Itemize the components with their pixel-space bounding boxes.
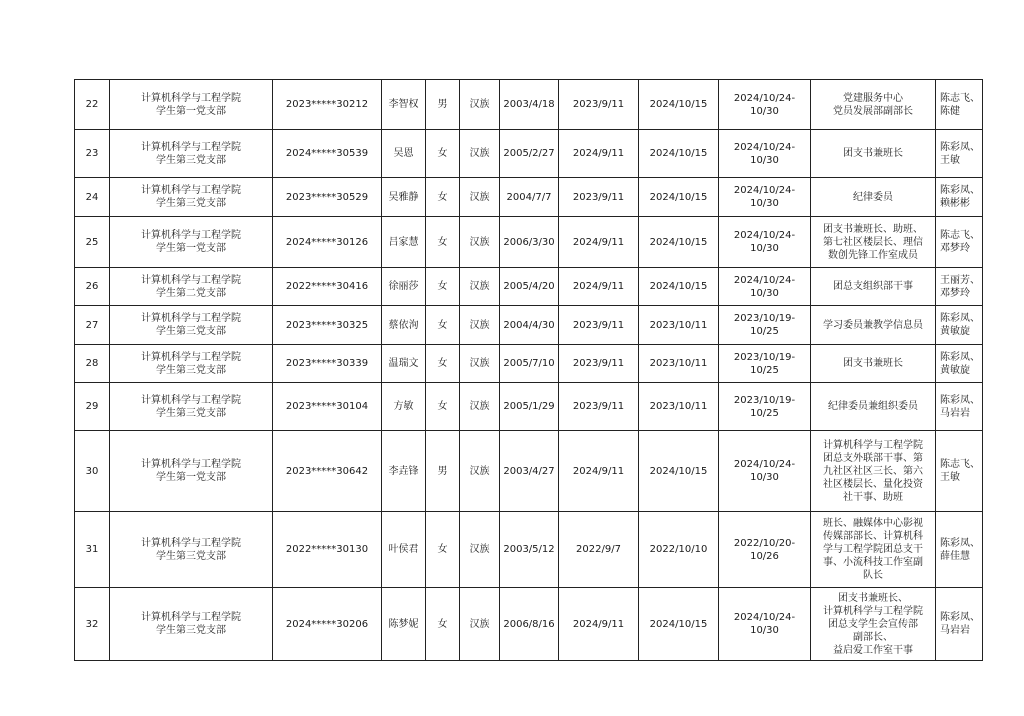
ethnicity-cell: 汉族 <box>460 80 500 130</box>
org-cell-line: 计算机科学与工程学院 <box>141 351 241 363</box>
period-cell <box>719 306 811 345</box>
position-cell-line: 队长 <box>863 570 883 581</box>
period-cell-line: 10/30 <box>750 243 779 254</box>
contacts-cell <box>936 217 983 268</box>
contacts-cell-line: 王丽芳、 <box>940 274 980 286</box>
org-cell <box>110 345 273 383</box>
org-cell <box>110 130 273 178</box>
contacts-cell <box>936 306 983 345</box>
apply-date-cell: 2024/10/15 <box>639 588 719 661</box>
position-cell-line: 团支书兼班长 <box>843 148 903 159</box>
contacts-cell-line: 王敏 <box>940 154 960 166</box>
student-id-cell: 2024*****30126 <box>273 217 382 268</box>
position-cell-line: 团支书兼班长、 <box>838 592 908 604</box>
table-row <box>75 217 983 268</box>
org-cell <box>110 588 273 661</box>
position-cell-line: 传媒部部长、计算机科 <box>823 531 923 542</box>
position-cell-line: 团支书兼班长、助班、 <box>823 223 923 235</box>
contacts-cell-line: 陈彩凤、 <box>940 313 980 324</box>
ethnicity-cell: 汉族 <box>460 178 500 217</box>
period-cell-line: 2023/10/19- <box>733 351 796 363</box>
position-cell <box>811 588 936 661</box>
position-cell-line: 团支书兼班长 <box>843 358 903 369</box>
org-cell <box>110 431 273 512</box>
period-cell-line: 10/30 <box>750 625 779 636</box>
org-cell <box>110 217 273 268</box>
apply-date-cell: 2022/10/10 <box>639 512 719 588</box>
period-cell <box>719 383 811 431</box>
position-cell-line: 党建服务中心 <box>843 92 903 104</box>
contacts-cell-line: 马岩岩 <box>940 407 970 419</box>
gender-cell: 男 <box>426 80 460 130</box>
period-cell-line: 10/30 <box>750 472 779 483</box>
ethnicity-cell: 汉族 <box>460 512 500 588</box>
org-cell-line: 计算机科学与工程学院 <box>141 537 241 549</box>
position-cell <box>811 80 936 130</box>
contacts-cell <box>936 130 983 178</box>
student-id-cell: 2024*****30206 <box>273 588 382 661</box>
contacts-cell-line: 陈彩凤、 <box>940 351 980 363</box>
student-id-cell: 2023*****30325 <box>273 306 382 345</box>
ethnicity-cell: 汉族 <box>460 431 500 512</box>
ethnicity-cell: 汉族 <box>460 217 500 268</box>
period-cell-line: 10/25 <box>750 364 779 376</box>
period-cell-line: 2024/10/24- <box>733 612 796 623</box>
position-cell-line: 数创先锋工作室成员 <box>828 249 918 261</box>
period-cell-line: 10/30 <box>750 105 779 117</box>
name-cell: 徐丽莎 <box>382 268 426 306</box>
table-row <box>75 431 983 512</box>
table-row <box>75 383 983 431</box>
contacts-cell <box>936 588 983 661</box>
position-cell-line: 团总支组织部干事 <box>833 281 913 292</box>
apply-date-cell: 2023/10/11 <box>639 306 719 345</box>
gender-cell: 女 <box>426 130 460 178</box>
org-cell-line: 学生第三党支部 <box>156 198 226 209</box>
period-cell-line: 2024/10/24- <box>733 274 796 286</box>
apply-date-cell: 2024/10/15 <box>639 217 719 268</box>
row-number-cell: 27 <box>75 306 110 345</box>
contacts-cell-line: 陈彩凤、 <box>940 141 980 153</box>
gender-cell: 女 <box>426 217 460 268</box>
ethnicity-cell: 汉族 <box>460 588 500 661</box>
enroll-date-cell: 2023/9/11 <box>559 345 639 383</box>
birth-date-cell: 2003/4/27 <box>500 431 559 512</box>
gender-cell: 女 <box>426 383 460 431</box>
name-cell: 吕家慧 <box>382 217 426 268</box>
student-id-cell: 2023*****30339 <box>273 345 382 383</box>
contacts-cell-line: 陈彩凤、 <box>940 537 980 549</box>
period-cell-line: 10/30 <box>750 154 779 166</box>
gender-cell: 女 <box>426 345 460 383</box>
birth-date-cell: 2005/2/27 <box>500 130 559 178</box>
period-cell-line: 2023/10/19- <box>733 394 796 406</box>
gender-cell: 女 <box>426 588 460 661</box>
contacts-cell-line: 陈彩凤、 <box>940 185 980 196</box>
apply-date-cell: 2023/10/11 <box>639 383 719 431</box>
enroll-date-cell: 2023/9/11 <box>559 80 639 130</box>
org-cell-line: 计算机科学与工程学院 <box>141 274 241 286</box>
position-cell-line: 团总支学生会宣传部 <box>828 618 918 630</box>
contacts-cell-line: 黄敏旋 <box>940 364 970 376</box>
name-cell: 吴恩 <box>382 130 426 178</box>
name-cell: 李垚锋 <box>382 431 426 512</box>
birth-date-cell: 2006/8/16 <box>500 588 559 661</box>
table-row <box>75 130 983 178</box>
apply-date-cell: 2024/10/15 <box>639 178 719 217</box>
org-cell-line: 学生第一党支部 <box>156 472 226 483</box>
contacts-cell-line: 黄敏旋 <box>940 326 970 337</box>
contacts-cell-line: 陈志飞、 <box>940 459 980 470</box>
name-cell: 叶侯君 <box>382 512 426 588</box>
contacts-cell <box>936 431 983 512</box>
position-cell-line: 益启爱工作室干事 <box>833 644 913 656</box>
row-number-cell: 31 <box>75 512 110 588</box>
position-cell-line: 团总支外联部干事、第 <box>823 452 923 464</box>
gender-cell: 女 <box>426 178 460 217</box>
position-cell <box>811 130 936 178</box>
position-cell <box>811 217 936 268</box>
org-cell-line: 学生第三党支部 <box>156 407 226 419</box>
row-number-cell: 26 <box>75 268 110 306</box>
name-cell: 蔡依洵 <box>382 306 426 345</box>
position-cell-line: 第七社区楼层长、理信 <box>823 236 923 248</box>
period-cell <box>719 345 811 383</box>
enroll-date-cell: 2024/9/11 <box>559 588 639 661</box>
apply-date-cell: 2024/10/15 <box>639 268 719 306</box>
student-id-cell: 2023*****30212 <box>273 80 382 130</box>
org-cell-line: 学生第三党支部 <box>156 326 226 337</box>
period-cell <box>719 178 811 217</box>
enroll-date-cell: 2024/9/11 <box>559 217 639 268</box>
student-id-cell: 2024*****30539 <box>273 130 382 178</box>
org-cell-line: 学生第一党支部 <box>156 105 226 117</box>
period-cell-line: 2022/10/20- <box>733 537 796 549</box>
contacts-cell-line: 陈彩凤、 <box>940 394 980 406</box>
position-cell-line: 社干事、助班 <box>843 491 903 503</box>
row-number-cell: 28 <box>75 345 110 383</box>
contacts-cell-line: 邓梦玲 <box>940 287 970 299</box>
position-cell <box>811 345 936 383</box>
ethnicity-cell: 汉族 <box>460 306 500 345</box>
student-id-cell: 2023*****30529 <box>273 178 382 217</box>
period-cell-line: 2024/10/24- <box>733 230 796 241</box>
org-cell <box>110 512 273 588</box>
period-cell-line: 2024/10/24- <box>733 185 796 196</box>
org-cell <box>110 178 273 217</box>
period-cell-line: 2023/10/19- <box>733 313 796 324</box>
birth-date-cell: 2004/4/30 <box>500 306 559 345</box>
gender-cell: 女 <box>426 306 460 345</box>
position-cell <box>811 268 936 306</box>
contacts-cell-line: 陈彩凤、 <box>940 612 980 623</box>
position-cell-line: 计算机科学与工程学院 <box>823 439 923 451</box>
contacts-cell-line: 赖彬彬 <box>940 198 970 209</box>
org-cell-line: 学生第一党支部 <box>156 243 226 254</box>
gender-cell: 女 <box>426 512 460 588</box>
period-cell <box>719 80 811 130</box>
enroll-date-cell: 2024/9/11 <box>559 431 639 512</box>
enroll-date-cell: 2024/9/11 <box>559 268 639 306</box>
position-cell <box>811 512 936 588</box>
position-cell-line: 学习委员兼教学信息员 <box>823 319 923 331</box>
gender-cell: 女 <box>426 268 460 306</box>
student-id-cell: 2023*****30104 <box>273 383 382 431</box>
position-cell-line: 学与工程学院团总支干 <box>823 544 923 555</box>
contacts-cell <box>936 178 983 217</box>
enroll-date-cell: 2023/9/11 <box>559 178 639 217</box>
contacts-cell <box>936 80 983 130</box>
birth-date-cell: 2003/5/12 <box>500 512 559 588</box>
contacts-cell <box>936 383 983 431</box>
org-cell <box>110 80 273 130</box>
period-cell <box>719 268 811 306</box>
row-number-cell: 32 <box>75 588 110 661</box>
position-cell-line: 班长、融媒体中心影视 <box>823 518 923 529</box>
apply-date-cell: 2024/10/15 <box>639 80 719 130</box>
org-cell-line: 计算机科学与工程学院 <box>141 394 241 406</box>
position-cell <box>811 178 936 217</box>
period-cell <box>719 588 811 661</box>
org-cell-line: 学生第三党支部 <box>156 364 226 376</box>
table-row <box>75 268 983 306</box>
org-cell-line: 学生第三党支部 <box>156 154 226 166</box>
birth-date-cell: 2005/1/29 <box>500 383 559 431</box>
row-number-cell: 23 <box>75 130 110 178</box>
org-cell <box>110 383 273 431</box>
org-cell-line: 计算机科学与工程学院 <box>141 459 241 470</box>
org-cell-line: 计算机科学与工程学院 <box>141 612 241 623</box>
contacts-cell-line: 马岩岩 <box>940 625 970 636</box>
enroll-date-cell: 2024/9/11 <box>559 130 639 178</box>
contacts-cell-line: 陈志飞、 <box>940 92 980 104</box>
org-cell-line: 计算机科学与工程学院 <box>141 185 241 196</box>
org-cell-line: 计算机科学与工程学院 <box>141 230 241 241</box>
period-cell-line: 10/25 <box>750 326 779 337</box>
table-row <box>75 512 983 588</box>
position-cell-line: 社区楼层长、量化投资 <box>823 478 923 490</box>
contacts-cell <box>936 345 983 383</box>
contacts-cell <box>936 268 983 306</box>
period-cell <box>719 217 811 268</box>
apply-date-cell: 2024/10/15 <box>639 431 719 512</box>
enroll-date-cell: 2023/9/11 <box>559 306 639 345</box>
table-row <box>75 345 983 383</box>
birth-date-cell: 2006/3/30 <box>500 217 559 268</box>
period-cell-line: 2024/10/24- <box>733 92 796 104</box>
table-row <box>75 306 983 345</box>
contacts-cell-line: 王敏 <box>940 472 960 483</box>
org-cell-line: 学生第二党支部 <box>156 287 226 299</box>
period-cell <box>719 512 811 588</box>
enroll-date-cell: 2023/9/11 <box>559 383 639 431</box>
ethnicity-cell: 汉族 <box>460 268 500 306</box>
position-cell-line: 纪律委员兼组织委员 <box>828 401 918 412</box>
period-cell-line: 10/30 <box>750 287 779 299</box>
ethnicity-cell: 汉族 <box>460 345 500 383</box>
contacts-cell-line: 邓梦玲 <box>940 243 970 254</box>
row-number-cell: 30 <box>75 431 110 512</box>
enroll-date-cell: 2022/9/7 <box>559 512 639 588</box>
org-cell-line: 计算机科学与工程学院 <box>141 313 241 324</box>
name-cell: 陈梦妮 <box>382 588 426 661</box>
position-cell-line: 计算机科学与工程学院 <box>823 605 923 617</box>
ethnicity-cell: 汉族 <box>460 383 500 431</box>
org-cell-line: 计算机科学与工程学院 <box>141 141 241 153</box>
row-number-cell: 22 <box>75 80 110 130</box>
period-cell-line: 2024/10/24- <box>733 459 796 470</box>
name-cell: 温瑞文 <box>382 345 426 383</box>
position-cell-line: 九社区社区三长、第六 <box>823 465 923 477</box>
position-cell-line: 纪律委员 <box>853 191 893 203</box>
org-cell <box>110 306 273 345</box>
table-body <box>75 80 983 661</box>
candidate-table <box>74 79 983 661</box>
org-cell-line: 学生第三党支部 <box>156 550 226 562</box>
ethnicity-cell: 汉族 <box>460 130 500 178</box>
birth-date-cell: 2003/4/18 <box>500 80 559 130</box>
student-id-cell: 2023*****30642 <box>273 431 382 512</box>
contacts-cell <box>936 512 983 588</box>
period-cell <box>719 431 811 512</box>
table-row <box>75 80 983 130</box>
position-cell <box>811 306 936 345</box>
period-cell-line: 10/25 <box>750 407 779 419</box>
period-cell <box>719 130 811 178</box>
period-cell-line: 10/30 <box>750 198 779 209</box>
document-table-container <box>74 79 982 661</box>
row-number-cell: 25 <box>75 217 110 268</box>
position-cell <box>811 383 936 431</box>
position-cell-line: 事、小流科技工作室副 <box>823 557 923 568</box>
contacts-cell-line: 薛佳慧 <box>940 550 970 562</box>
table-row <box>75 178 983 217</box>
name-cell: 吴雅静 <box>382 178 426 217</box>
student-id-cell: 2022*****30416 <box>273 268 382 306</box>
row-number-cell: 24 <box>75 178 110 217</box>
contacts-cell-line: 陈志飞、 <box>940 230 980 241</box>
contacts-cell-line: 陈健 <box>940 105 960 117</box>
birth-date-cell: 2005/4/20 <box>500 268 559 306</box>
org-cell-line: 学生第三党支部 <box>156 625 226 636</box>
period-cell-line: 2024/10/24- <box>733 141 796 153</box>
apply-date-cell: 2023/10/11 <box>639 345 719 383</box>
position-cell-line: 党员发展部副部长 <box>833 105 913 117</box>
apply-date-cell: 2024/10/15 <box>639 130 719 178</box>
position-cell-line: 副部长、 <box>853 631 893 643</box>
birth-date-cell: 2004/7/7 <box>500 178 559 217</box>
name-cell: 方敏 <box>382 383 426 431</box>
org-cell-line: 计算机科学与工程学院 <box>141 92 241 104</box>
birth-date-cell: 2005/7/10 <box>500 345 559 383</box>
table-row <box>75 588 983 661</box>
gender-cell: 男 <box>426 431 460 512</box>
row-number-cell: 29 <box>75 383 110 431</box>
student-id-cell: 2022*****30130 <box>273 512 382 588</box>
period-cell-line: 10/26 <box>750 550 779 562</box>
org-cell <box>110 268 273 306</box>
name-cell: 李智权 <box>382 80 426 130</box>
position-cell <box>811 431 936 512</box>
